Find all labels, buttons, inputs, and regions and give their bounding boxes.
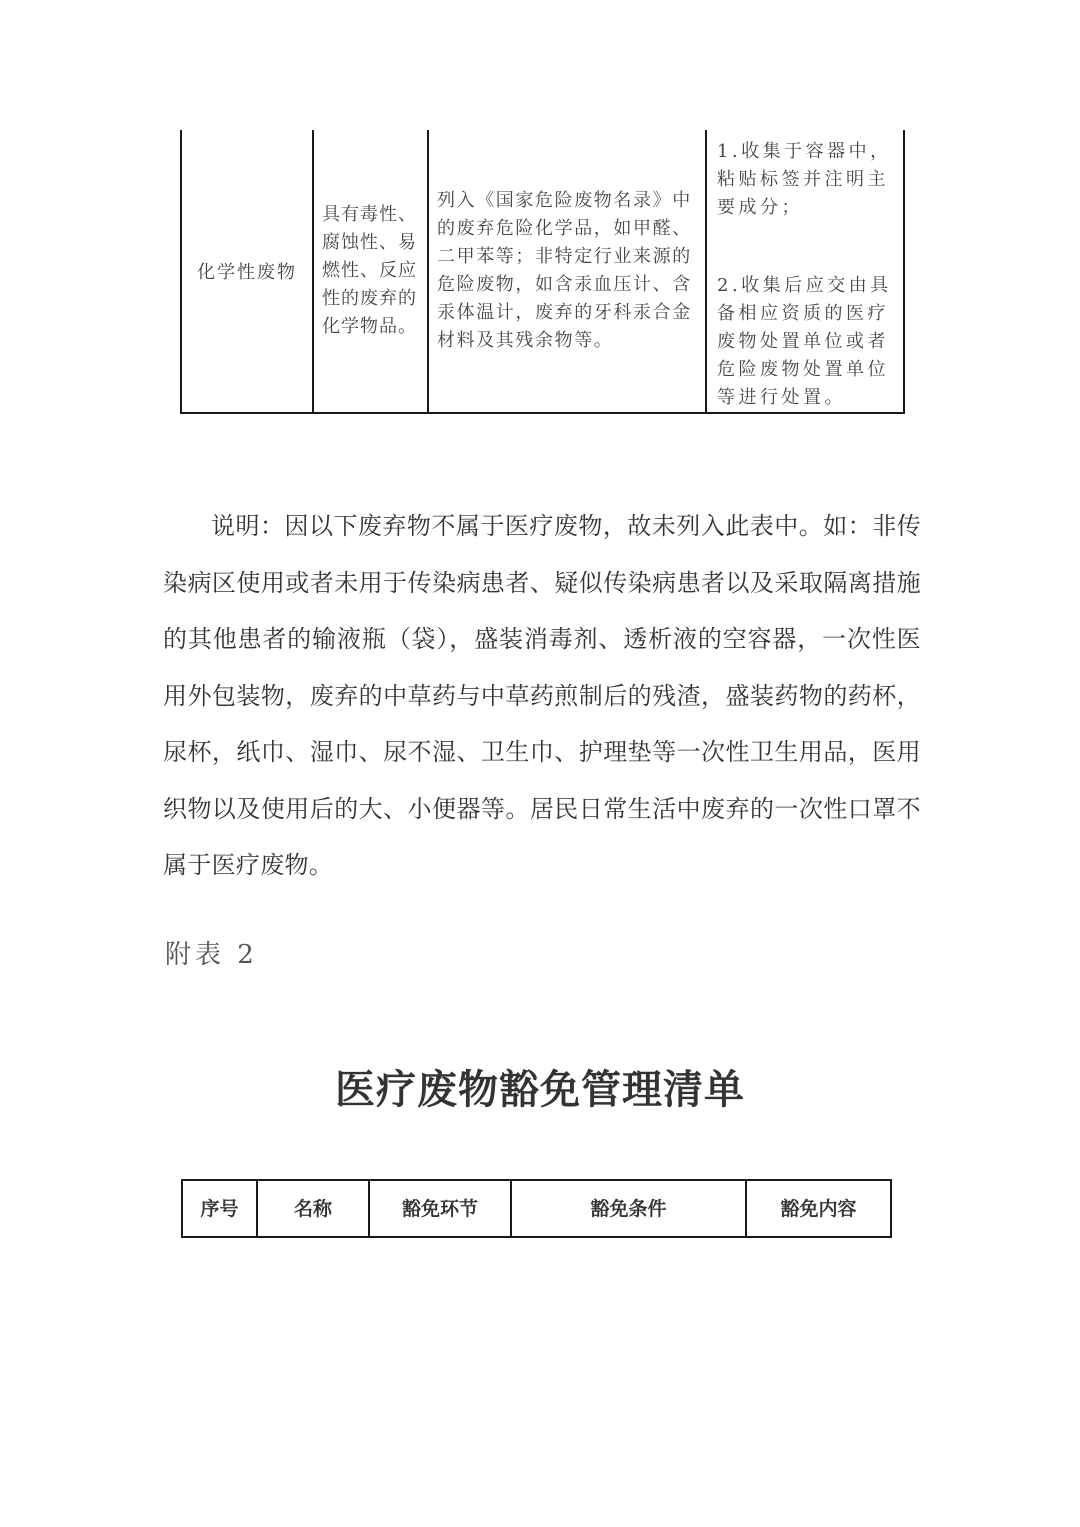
column-header-name: 名称 — [257, 1180, 369, 1237]
appendix-label: 附表 2 — [165, 940, 258, 970]
table-header-row — [182, 1180, 891, 1237]
column-header-exemption-stage: 豁免环节 — [369, 1180, 511, 1237]
handling-step-2: 2.收集后应交由具备相应资质的医疗废物处置单位或者危险废物处置单位等进行处置。 — [717, 275, 892, 408]
waste-examples: 列入《国家危险废物名录》中的废弃危险化学品，如甲醛、二甲苯等；非特定行业来源的危险废物，如含汞血压计、含汞体温计，废弃的牙科汞合金材料及其残余物等。 — [437, 190, 692, 351]
table-row — [181, 130, 904, 413]
examples-cell — [428, 130, 706, 413]
column-header-exemption-condition: 豁免条件 — [511, 1180, 746, 1237]
handling-step-1: 1.收集于容器中，粘贴标签并注明主要成分； — [717, 141, 892, 218]
column-header-exemption-content: 豁免内容 — [746, 1180, 891, 1237]
note-paragraph: 说明：因以下废弃物不属于医疗废物，故未列入此表中。如：非传染病区使用或者未用于传染病患者、疑似传染病患者以及采取隔离措施的其他患者的输液瓶（袋），盛装消毒剂、透析液的空容器，一次性医用外包装物，废弃的中草药与中草药煎制后的残渣，盛装药物的药杯，尿杯，纸巾、湿巾、尿不湿、卫生巾、护理垫等一次性卫生用品，医用织物以及使用后的大、小便器等。居民日常生活中废弃的一次性口罩不属于医疗废物。 — [163, 512, 921, 879]
page-title: 医疗废物豁免管理清单 — [335, 1067, 745, 1113]
waste-characteristics: 具有毒性、腐蚀性、易燃性、反应性的废弃的化学物品。 — [322, 204, 417, 337]
column-header-index: 序号 — [182, 1180, 257, 1237]
waste-category: 化学性废物 — [197, 262, 297, 283]
handling-cell — [706, 130, 904, 413]
characteristics-cell — [313, 130, 428, 413]
waste-classification-table-continued — [180, 130, 905, 414]
waste-category-cell — [181, 130, 313, 413]
exemption-list-table — [181, 1179, 892, 1238]
